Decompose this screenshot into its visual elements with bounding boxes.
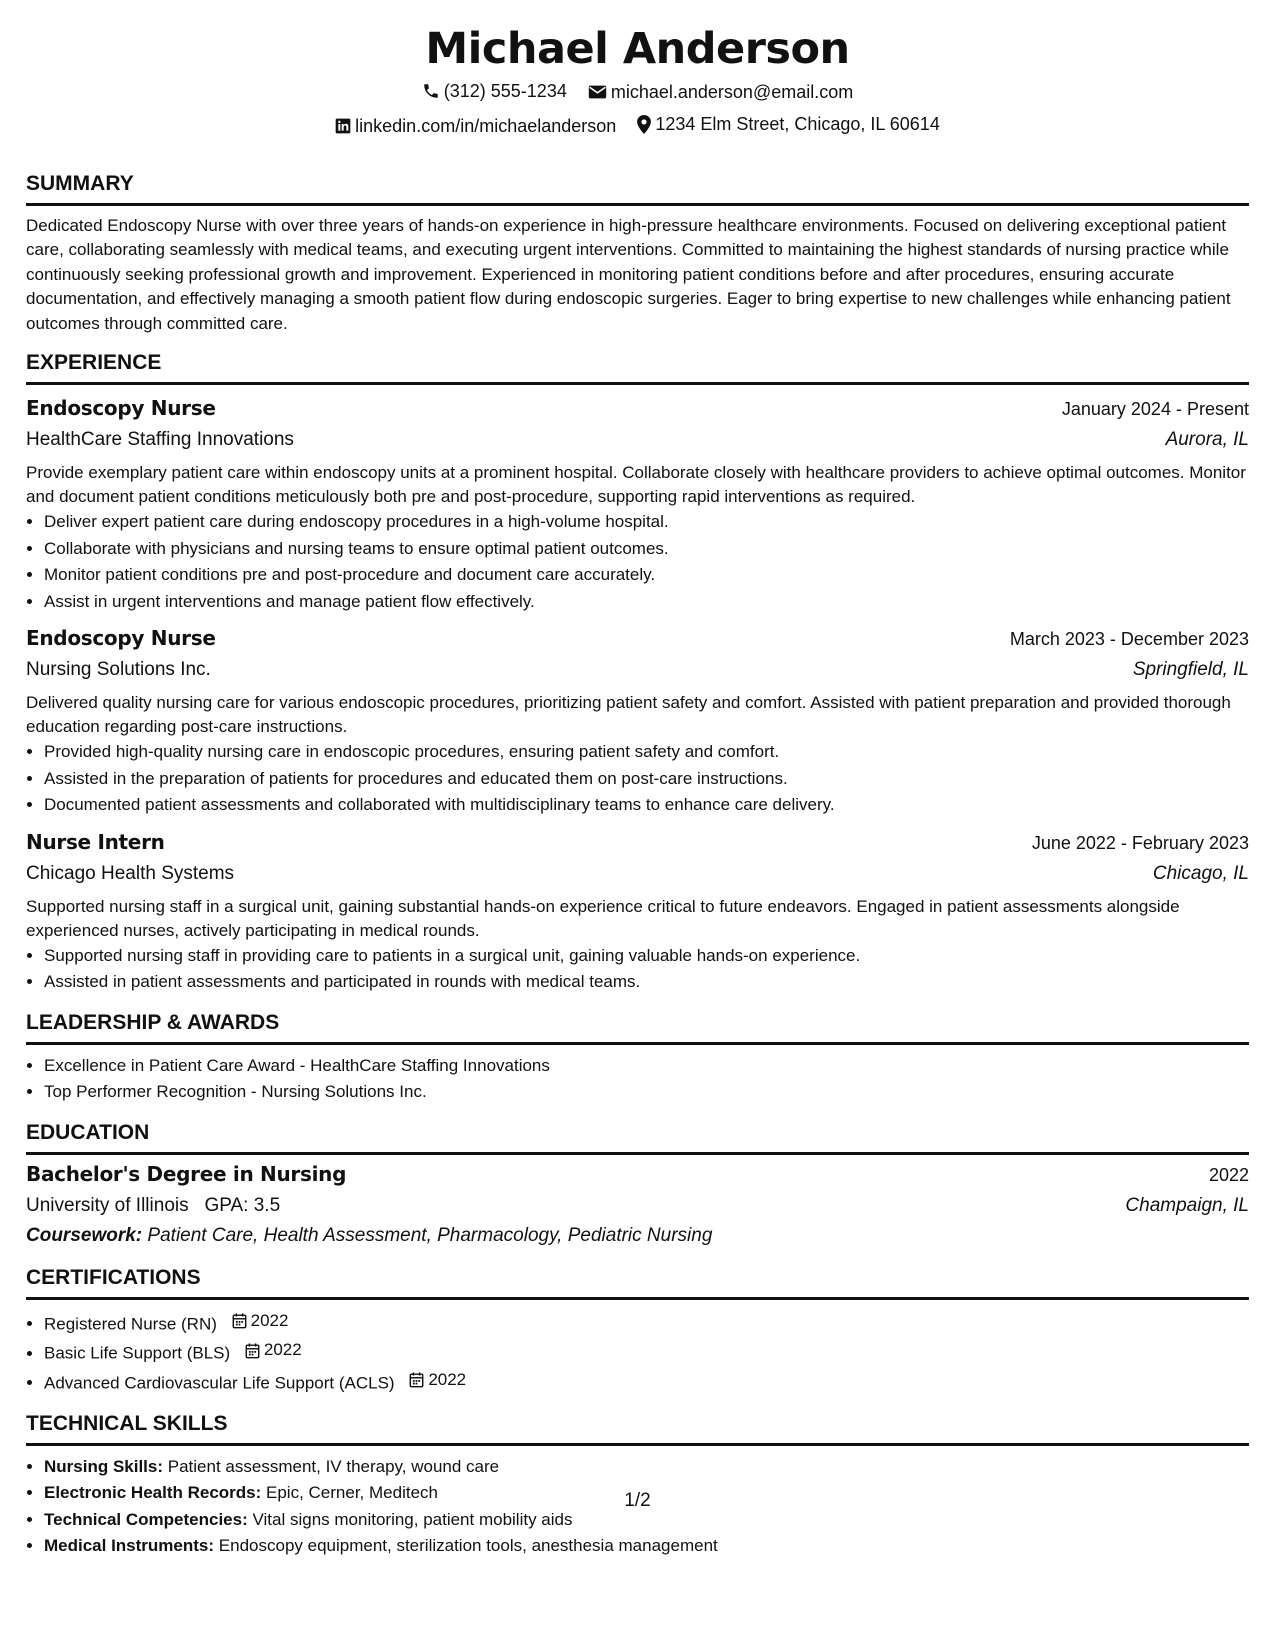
- certification-year: 2022: [428, 1370, 467, 1389]
- skill-label: Nursing Skills:: [44, 1456, 164, 1476]
- awards-list: [26, 1053, 1249, 1106]
- degree-name: Bachelor's Degree in Nursing: [26, 1161, 347, 1186]
- job-dates: January 2024 - Present: [1061, 399, 1249, 419]
- certification-year: 2022: [263, 1340, 302, 1360]
- email-icon: [588, 84, 607, 100]
- certifications-list: [26, 1308, 1249, 1397]
- job-company-row: [26, 654, 1249, 685]
- award-item: • Top Performer Recognition - Nursing Solutions Inc.: [44, 1079, 1249, 1106]
- certification-date: [245, 1337, 302, 1364]
- coursework-list: Patient Care, Health Assessment, Pharmacology, Pediatric Nursing: [147, 1224, 713, 1246]
- phone-icon: [422, 82, 440, 100]
- skills-heading: TECHNICAL SKILLS: [26, 1409, 1249, 1446]
- skill-value: Endoscopy equipment, sterilization tools, anesthesia management: [218, 1536, 718, 1556]
- job-description: Delivered quality nursing care for various endoscopic procedures, prioritizing patient safety and comfort. Assisted with patient preparation and provided thorough education regarding post-care instructions.: [26, 693, 1231, 736]
- job-bullet: • Assisted in the preparation of patients for procedures and educated them on post-care instructions.: [44, 766, 1249, 793]
- job-header-row: [26, 827, 1249, 858]
- certification-item: [44, 1367, 1249, 1397]
- skills-section: [26, 1409, 1249, 1560]
- education-degree-row: [26, 1159, 1249, 1190]
- coursework: [26, 1221, 1249, 1251]
- school-info: [26, 1190, 280, 1221]
- education-heading: EDUCATION: [26, 1118, 1249, 1155]
- awards-section: [26, 1008, 1249, 1106]
- job-bullets: [26, 739, 1249, 819]
- skill-label: Technical Competencies:: [44, 1509, 248, 1529]
- job-entry: [26, 827, 1249, 996]
- graduation-year: 2022: [1208, 1164, 1249, 1185]
- skill-value: Patient assessment, IV therapy, wound care: [167, 1456, 500, 1476]
- calendar-icon: [232, 1313, 247, 1329]
- job-company-row: [26, 858, 1249, 889]
- skill-item: [44, 1454, 1249, 1481]
- education-school-row: [26, 1190, 1249, 1221]
- job-company: Chicago Health Systems: [26, 862, 235, 884]
- job-entry: [26, 623, 1249, 819]
- linkedin-text[interactable]: linkedin.com/in/michaelanderson: [355, 115, 617, 136]
- award-item: • Excellence in Patient Care Award - HealthCare Staffing Innovations: [44, 1053, 1249, 1080]
- resume-header: [26, 22, 1249, 143]
- certification-name: Advanced Cardiovascular Life Support (ACLS): [44, 1373, 395, 1393]
- job-bullet: • Assist in urgent interventions and manage patient flow effectively.: [44, 589, 1249, 616]
- job-bullets: [26, 943, 1249, 996]
- email-contact[interactable]: [588, 77, 853, 107]
- map-pin-icon: [637, 115, 651, 134]
- job-title: Endoscopy Nurse: [26, 396, 216, 420]
- job-bullet: • Collaborate with physicians and nursing teams to ensure optimal patient outcomes.: [44, 536, 1249, 563]
- address-text: 1234 Elm Street, Chicago, IL 60614: [655, 114, 940, 134]
- contact-line-2: [26, 109, 1249, 143]
- coursework-label: Coursework:: [26, 1224, 143, 1246]
- certifications-section: [26, 1263, 1249, 1397]
- awards-heading: LEADERSHIP & AWARDS: [26, 1008, 1249, 1045]
- skill-label: Medical Instruments:: [44, 1536, 215, 1556]
- page-number: 1/2: [624, 1490, 651, 1511]
- calendar-icon: [409, 1372, 424, 1388]
- school-location: Champaign, IL: [1125, 1194, 1249, 1216]
- job-location: Chicago, IL: [1152, 862, 1249, 884]
- job-company: HealthCare Staffing Innovations: [26, 429, 294, 450]
- job-bullet: • Provided high-quality nursing care in endoscopic procedures, ensuring patient safety and comfort.: [44, 739, 1249, 766]
- certification-item: [44, 1337, 1249, 1367]
- job-location: Aurora, IL: [1165, 429, 1249, 450]
- job-bullet: • Deliver expert patient care during endoscopy procedures in a high-volume hospital.: [44, 509, 1249, 536]
- email-text[interactable]: michael.anderson@email.com: [610, 82, 854, 102]
- experience-section: [26, 348, 1249, 996]
- job-bullet: • Supported nursing staff in providing care to patients in a surgical unit, gaining valuable hands-on experience.: [44, 943, 1249, 970]
- summary-heading: SUMMARY: [26, 169, 1249, 206]
- candidate-name: Michael Anderson: [425, 24, 850, 74]
- job-title: Nurse Intern: [26, 829, 165, 854]
- job-title: Endoscopy Nurse: [26, 626, 216, 650]
- certification-name: Basic Life Support (BLS): [44, 1343, 231, 1363]
- linkedin-icon: [335, 118, 351, 134]
- education-section: [26, 1118, 1249, 1251]
- summary-text: Dedicated Endoscopy Nurse with over three years of hands-on experience in high-pressure healthcare environments. Focused on delivering exceptional patient care, collaborating seamlessly with medical teams, and executing urgent interventions. Committed to maintaining the highest standards of nursing practice while continuously seeking professional growth and improvement. Experienced in monitoring patient conditions before and after procedures, ensuring accurate documentation, and effectively managing a smooth patient flow during endoscopic surgeries. Eager to bring expertise to new challenges while enhancing patient outcomes through committed care.: [26, 215, 1231, 333]
- skill-item: [44, 1533, 1249, 1560]
- certification-date: [409, 1367, 466, 1394]
- certifications-heading: CERTIFICATIONS: [26, 1263, 1249, 1300]
- job-company-row: [26, 424, 1249, 455]
- phone-text: (312) 555-1234: [443, 81, 567, 101]
- skill-value: Epic, Cerner, Meditech: [266, 1483, 438, 1503]
- job-header-row: [26, 393, 1249, 424]
- job-bullets: [26, 509, 1249, 615]
- job-company: Nursing Solutions Inc.: [26, 659, 211, 680]
- experience-heading: EXPERIENCE: [26, 348, 1249, 385]
- certification-year: 2022: [250, 1310, 289, 1330]
- job-description: Supported nursing staff in a surgical unit, gaining substantial hands-on experience critical to future endeavors. Engaged in patient assessments alongside experienced nurses, actively participating in medical rounds.: [26, 896, 1180, 940]
- contact-line-1: [26, 76, 1249, 109]
- job-bullet: • Assisted in patient assessments and participated in rounds with medical teams.: [44, 969, 1249, 996]
- linkedin-contact[interactable]: [335, 111, 616, 141]
- phone-contact: [422, 76, 567, 106]
- job-bullet: • Documented patient assessments and collaborated with multidisciplinary teams to enhance care delivery.: [44, 792, 1249, 819]
- job-description: Provide exemplary patient care within endoscopy units at a prominent hospital. Collaborate closely with healthcare providers to achieve optimal outcomes. Monitor and document patient conditions meticulously both pre and post-procedure, supporting rapid interventions as required.: [26, 463, 1246, 506]
- calendar-icon: [245, 1343, 260, 1359]
- certification-name: Registered Nurse (RN): [44, 1313, 217, 1333]
- job-dates: June 2022 - February 2023: [1031, 832, 1249, 853]
- school-name: University of Illinois: [26, 1194, 189, 1216]
- certification-date: [232, 1308, 289, 1335]
- job-location: Springfield, IL: [1132, 659, 1249, 680]
- skill-value: Vital signs monitoring, patient mobility aids: [252, 1509, 573, 1529]
- skill-label: Electronic Health Records:: [44, 1483, 262, 1503]
- summary-section: [26, 169, 1249, 337]
- job-dates: March 2023 - December 2023: [1009, 629, 1249, 649]
- gpa: GPA: 3.5: [204, 1194, 281, 1216]
- certification-item: [44, 1308, 1249, 1338]
- job-entry: [26, 393, 1249, 615]
- job-bullet: • Monitor patient conditions pre and post-procedure and document care accurately.: [44, 562, 1249, 589]
- job-header-row: [26, 623, 1249, 654]
- address-contact: [637, 109, 940, 139]
